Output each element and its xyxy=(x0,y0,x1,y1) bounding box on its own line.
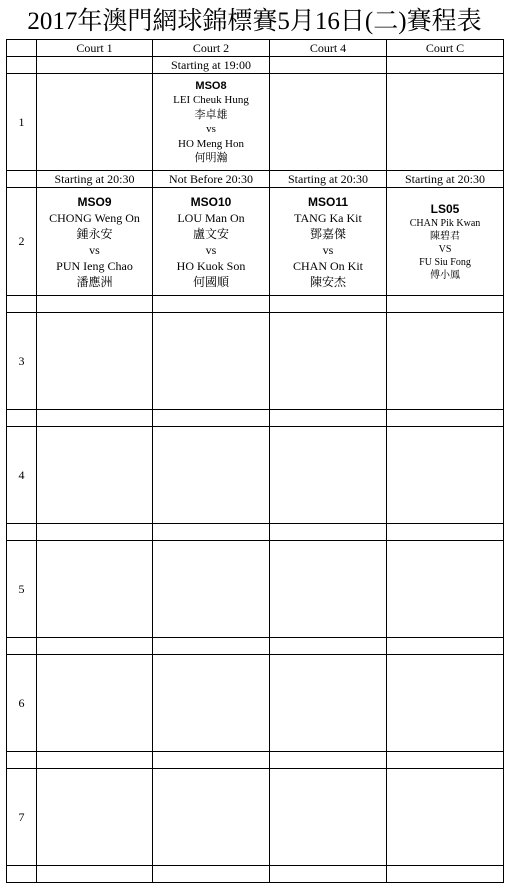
player2-chinese-name: 何國順 xyxy=(192,274,229,289)
start-time: Starting at 20:30 xyxy=(387,171,504,188)
start-time xyxy=(270,57,387,74)
court-header: Court 4 xyxy=(270,40,387,57)
start-time: Not Before 20:30 xyxy=(153,171,270,188)
versus-label: vs xyxy=(89,242,100,257)
court-header: Court 2 xyxy=(153,40,270,57)
player1-chinese-name: 李卓雄 xyxy=(194,108,228,121)
match-row xyxy=(7,769,504,866)
start-time: Starting at 19:00 xyxy=(153,57,270,74)
player2-name: FU Siu Fong xyxy=(419,257,471,268)
match-code: MSO8 xyxy=(195,79,227,92)
match-cell-empty xyxy=(387,74,504,171)
status-row xyxy=(7,638,504,655)
status-row xyxy=(7,171,504,188)
player1-name: TANG Ka Kit xyxy=(294,210,362,225)
status-row xyxy=(7,57,504,74)
status-row xyxy=(7,524,504,541)
player2-chinese-name: 潘應洲 xyxy=(76,274,113,289)
match-row xyxy=(7,74,504,171)
match-code: MSO10 xyxy=(190,194,232,209)
row-number: 3 xyxy=(7,313,37,410)
row-number: 4 xyxy=(7,427,37,524)
match-row xyxy=(7,188,504,296)
match-code: MSO11 xyxy=(307,194,349,209)
player1-chinese-name: 盧文安 xyxy=(192,226,229,241)
match-cell-empty xyxy=(270,74,387,171)
header-row xyxy=(7,40,504,57)
status-row xyxy=(7,866,504,883)
player1-name: LEI Cheuk Hung xyxy=(173,94,249,106)
player2-chinese-name: 陳安杰 xyxy=(309,274,346,289)
player2-name: HO Kuok Son xyxy=(176,258,246,273)
match-cell xyxy=(387,188,504,296)
status-row xyxy=(7,410,504,427)
versus-label: vs xyxy=(322,242,334,257)
match-cell xyxy=(270,188,387,296)
match-row xyxy=(7,427,504,524)
start-time xyxy=(37,57,153,74)
versus-label: vs xyxy=(206,123,216,135)
player1-chinese-name: 鍾永安 xyxy=(76,226,113,241)
versus-label: VS xyxy=(438,244,452,255)
versus-label: vs xyxy=(205,242,217,257)
row-number: 5 xyxy=(7,541,37,638)
player1-name: LOU Man On xyxy=(177,210,245,225)
start-time: Starting at 20:30 xyxy=(37,171,153,188)
row-number: 1 xyxy=(7,74,37,171)
player2-name: CHAN On Kit xyxy=(292,258,363,273)
player1-chinese-name: 鄧嘉傑 xyxy=(309,226,346,241)
row-number: 2 xyxy=(7,188,37,296)
match-row xyxy=(7,541,504,638)
match-cell xyxy=(37,188,153,296)
court-header: Court C xyxy=(387,40,504,57)
match-cell-empty xyxy=(37,74,153,171)
corner-cell xyxy=(7,40,37,57)
row-number: 6 xyxy=(7,655,37,752)
status-row xyxy=(7,296,504,313)
match-code: LS05 xyxy=(430,202,460,216)
player1-name: CHONG Weng On xyxy=(49,210,140,225)
player2-name: PUN Ieng Chao xyxy=(56,258,133,273)
match-row xyxy=(7,655,504,752)
player2-chinese-name: 傅小鳳 xyxy=(430,270,460,281)
match-cell xyxy=(153,188,270,296)
player2-name: HO Meng Hon xyxy=(178,137,244,150)
player1-chinese-name: 陳碧君 xyxy=(430,231,460,242)
match-row xyxy=(7,313,504,410)
status-row xyxy=(7,752,504,769)
player1-name: CHAN Pik Kwan xyxy=(409,218,481,229)
schedule-table xyxy=(6,39,504,883)
court-header: Court 1 xyxy=(37,40,153,57)
start-time xyxy=(387,57,504,74)
row-number: 7 xyxy=(7,769,37,866)
page-title: 2017年澳門網球錦標賽5月16日(二)賽程表 xyxy=(27,8,482,35)
start-time: Starting at 20:30 xyxy=(270,171,387,188)
match-cell xyxy=(153,74,270,171)
match-code: MSO9 xyxy=(77,194,112,209)
player2-chinese-name: 何明瀚 xyxy=(194,152,228,164)
